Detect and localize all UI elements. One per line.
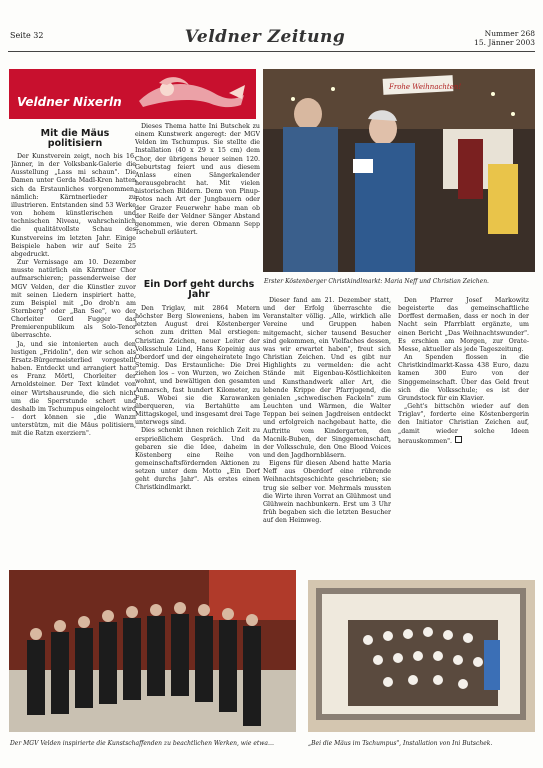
article1-headline bbox=[14, 129, 136, 149]
bottom-right-caption: „Bei die Mäus im Tschumpus", Installation von Ini Butschek. bbox=[308, 740, 493, 747]
market-sign-text: Frohe Weihnachten! bbox=[389, 83, 462, 91]
article1-p2: Zur Vernissage am 10. Dezember musste natürlich ein Kärntner Chor aufmarschieren; passenderweise der MGV Velden, der die Künstler zuvor mit seinen Liedern inspiriert hatte, zum Beispiel mit „Do drob'n am Sternberg" oder „Ban See", wo der Chorleiter Gerd Fugger das Premierenpublikum als Solo-Tenor überraschte. bbox=[11, 259, 136, 340]
top-photo-caption: Erster Köstenberger Christkindlmarkt: Maria Neff und Christian Zeichen. bbox=[264, 278, 489, 285]
christmas-market-image bbox=[263, 69, 535, 272]
choir-photo bbox=[9, 570, 296, 732]
issue-number: Nummer 268 bbox=[484, 29, 535, 38]
article1-p3: Ja, und sie intonierten auch den lustigen „Fridolin", den wir schon als Ersatz-Bürgermeisterlied vorgestellt haben. Entdeckt und arrangiert hatte es Franz Mörtl, Chorleiter der Arnoldsteiner. Der Text kündet von einer Wirtshausrunde, die sich nicht um die Sperrstunde schert und deshalb im Tschumpus eingelocht wird – dort können sie „die Wanzn unterstützn, mit die Mäus politisiern, mit die Ratzn exerziern". bbox=[11, 340, 136, 438]
article2-p5: Den Pfarrer Josef Markowitz begeisterte das gemeinschaftliche Dorffest dermaßen, dass er noch in der Nacht sein Pfarrblatt ergänzte, um einen Bericht „Das Weihnachtswunder". Es erschien am Morgen, zur Orate-Messe, aktueller als jede Tageszeitung. bbox=[398, 297, 529, 353]
article1-p4: Dieses Thema hatte Ini Butschek zu einem Kunstwerk angeregt: der MGV Velden im Tschumpus. Sie stellte die Installation (40 x 29 x 15 cm) dem Chor, der übrigens heuer seinen 120. Geburtstag feiert und aus diesem Anlass einen Sängerkalender herausgebracht hat. Mit vielen historischen Bildern. Denn von Pinup-Fotos nach Art der Jungbauern oder der Grazer Feuerwehr habe man ob der Reife der Veldner Sänger Abstand genommen, wie deren Obmann Sepp Tschebull erläutert. bbox=[135, 123, 260, 237]
article2-p4: Eigens für diesen Abend hatte Maria Neff aus Oberdorf eine rührende Weihnachtsgeschichte geschrieben; sie trug sie selber vor. Mehrmals mussten die Wirte ihren Vorrat an Glühmost und Glühwein nachbunkern. Erst um 3 Uhr früh begaben sich die letzten Besucher auf den Heimweg. bbox=[263, 460, 391, 525]
page-number: Seite 32 bbox=[10, 31, 44, 40]
header-rule bbox=[8, 51, 535, 52]
choir-image bbox=[9, 570, 296, 732]
article2-col4 bbox=[398, 297, 529, 559]
article2-p1: Den Triglav, mit 2864 Metern höchster Berg Sloweniens, haben im letzten August drei Köstenberger schon zum dritten Mal erstiegen: Christian Zeichen, neuer Leiter der Volksschule Lind, Hans Kopeinig aus Oberdorf und der eingeheiratete Ingo Stemig. Das Erstaunliche: Die Drei ziehen los – von Wurzen, wo Zeichen wohnt, und bewältigen den gesamten Anmarsch, fast hundert Kilometer, zu Fuß. Wobei sie die Karawanken überqueren, via Bertahütte am Mittagskogel, und insgesamt drei Tage unterwegs sind. bbox=[135, 305, 260, 427]
banner-title: Veldner Nixerln bbox=[17, 95, 122, 109]
article1-col1 bbox=[11, 153, 136, 551]
masthead: Veldner Zeitung bbox=[184, 27, 346, 47]
installation-photo bbox=[308, 580, 535, 732]
article2-headline-text: Ein Dorf geht durchs Jahr bbox=[143, 279, 255, 300]
article2-p2: Dies schenkt ihnen reichlich Zeit zu ersprießlichem Gespräch. Und da gebaren sie die Idee, daheim in Köstenberg eine Reihe von gemeinschaftsfördernden Aktionen zu setzen unter dem Motto „Ein Dorf geht durchs Jahr". Als erstes einen Christkindlmarkt. bbox=[135, 427, 260, 492]
article2-headline bbox=[140, 280, 258, 300]
section-banner bbox=[9, 69, 256, 119]
bottom-left-caption: Der MGV Velden inspirierte die Kunstschaffenden zu beachtlichen Werken, wie etwa… bbox=[10, 740, 274, 747]
article1-p1: Der Kunstverein zeigt, noch bis 16. Jänner, in der Volksbank-Galerie die Ausstellung „Lass mi schaun". Die Damen unter Gerda Madl-Kren hatten sich da Erstaunliches vorgenommen, nämlich: Kärntnerlieder zu illustrieren. Entstanden sind 53 Werke von hohem künstlerischen und technischen Niveau, wahrscheinlich die qualitätvollste Schau des Kunstvereins im letzten Jahr. Einige Beispiele haben wir auf Seite 25 abgedruckt. bbox=[11, 153, 136, 258]
article1-headline-text: Mit die Mäus politisiern bbox=[40, 128, 110, 149]
article2-p3: Dieser fand am 21. Dezember statt, und der Erfolg überraschte die Veranstalter völlig. „Alle, wirklich alle Vereine und Gruppen haben mitgemacht, sicher tausend Besucher sind gekommen, ein Vielfaches dessen, was wir erwartet haben", freut sich Christian Zeichen. Und es gibt nur Highlights zu vermelden: die acht Stände mit Eigenbau-Köstlichkeiten und Kunsthandwerk aller Art, die lebende Krippe der Pfarrjugend, die genialen „schwedischen Fackeln" zum Leuchten und Wärmen, die Walter Teppan bei seinen Jagdreisen entdeckt und erfolgreich nachgebaut hatte, die Auftritte vom Kindergarten, den Macnik-Buben, der Singgemeinschaft, der Volksschule, den One Blood Voices und den Jagdhornbläsern. bbox=[263, 297, 391, 459]
issue-date: 15. Jänner 2003 bbox=[474, 38, 535, 47]
article2-p7: „Geht's bittschön wieder auf den Triglav", forderte eine Köstenbergerin den Initiator Christian Zeichen auf, „damit wieder solche Ideen herauskommen". bbox=[398, 403, 529, 445]
mermaid-illustration bbox=[129, 71, 249, 117]
article2-col2 bbox=[135, 305, 260, 551]
christmas-market-photo bbox=[263, 69, 535, 272]
issue-info bbox=[474, 29, 535, 47]
article2-col3 bbox=[263, 297, 391, 551]
article1-col2 bbox=[135, 123, 260, 278]
end-of-article-mark bbox=[455, 436, 462, 443]
article2-p6: An Spenden flossen in die Christkindlmarkt-Kassa 438 Euro, dazu kamen 300 Euro von der Singgemeinschaft. Über das Geld freut sich die Volksschule; es ist der Grundstock für ein Klavier. bbox=[398, 354, 529, 402]
installation-image bbox=[308, 580, 535, 732]
